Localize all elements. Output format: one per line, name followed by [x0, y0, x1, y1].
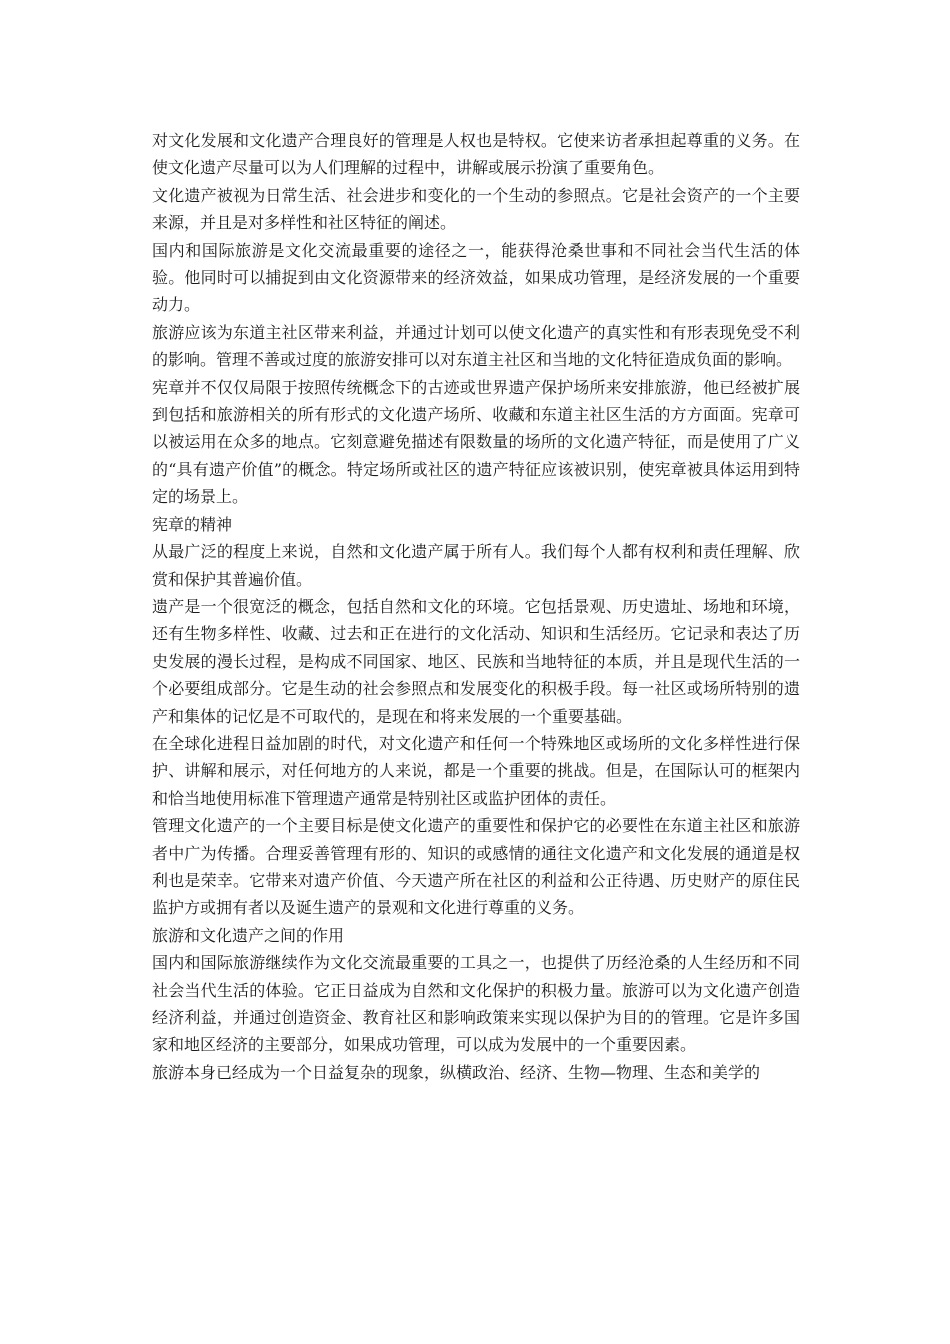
section-heading-spirit: 宪章的精神: [152, 514, 233, 534]
paragraph-3: 国内和国际旅游是文化交流最重要的途径之一，能获得沧桑世事和不同社会当代生活的体验。他同时可以捕捉到由文化资源带来的经济效益，如果成功管理，是经济发展的一个重要动力。: [152, 240, 800, 315]
paragraph-11: 旅游本身已经成为一个日益复杂的现象，纵横政治、经济、生物—物理、生态和美学的: [152, 1062, 761, 1082]
paragraph-5: 宪章并不仅仅局限于按照传统概念下的古迹或世界遗产保护场所来安排旅游，他已经被扩展到包括和旅游相关的所有形式的文化遗产场所、收藏和东道主社区生活的方方面面。宪章可以被运用在众多的地点。它刻意避免描述有限数量的场所的文化遗产特征，而是使用了广义的“具有遗产价值”的概念。特定场所或社区的遗产特征应该被识别，使宪章被具体运用到特定的场景上。: [152, 377, 800, 507]
paragraph-4: 旅游应该为东道主社区带来利益，并通过计划可以使文化遗产的真实性和有形表现免受不利的影响。管理不善或过度的旅游安排可以对东道主社区和当地的文化特征造成负面的影响。: [152, 322, 800, 370]
paragraph-6: 从最广泛的程度上来说，自然和文化遗产属于所有人。我们每个人都有权利和责任理解、欣赏和保护其普遍价值。: [152, 542, 800, 589]
section-heading-interaction: 旅游和文化遗产之间的作用: [152, 925, 345, 945]
paragraph-10: 国内和国际旅游继续作为文化交流最重要的工具之一，也提供了历经沧桑的人生经历和不同社会当代生活的体验。它正日益成为自然和文化保护的积极力量。旅游可以为文化遗产创造经济利益，并通过创造资金、教育社区和影响政策来实现以保护为目的的管理。它是许多国家和地区经济的主要部分，如果成功管理，可以成为发展中的一个重要因素。: [152, 953, 800, 1055]
paragraph-8: 在全球化进程日益加剧的时代，对文化遗产和任何一个特殊地区或场所的文化多样性进行保护、讲解和展示，对任何地方的人来说，都是一个重要的挑战。但是，在国际认可的框架内和恰当地使用标准下管理遗产通常是特别社区或监护团体的责任。: [152, 733, 800, 808]
paragraph-9: 管理文化遗产的一个主要目标是使文化遗产的重要性和保护它的必要性在东道主社区和旅游者中广为传播。合理妥善管理有形的、知识的或感情的通往文化遗产和文化发展的通道是权利也是荣幸。它带来对遗产价值、今天遗产所在社区的利益和公正待遇、历史财产的原住民监护方或拥有者以及诞生遗产的景观和文化进行尊重的义务。: [152, 816, 800, 918]
paragraph-2: 文化遗产被视为日常生活、社会进步和变化的一个生动的参照点。它是社会资产的一个主要来源，并且是对多样性和社区特征的阐述。: [152, 185, 800, 233]
document-body: [152, 127, 800, 1086]
paragraph-7: 遗产是一个很宽泛的概念，包括自然和文化的环境。它包括景观、历史遗址、场地和环境，还有生物多样性、收藏、过去和正在进行的文化活动、知识和生活经历。它记录和表达了历史发展的漫长过程，是构成不同国家、地区、民族和当地特征的本质，并且是现代生活的一个必要组成部分。它是生动的社会参照点和发展变化的积极手段。每一社区或场所特别的遗产和集体的记忆是不可取代的，是现在和将来发展的一个重要基础。: [152, 596, 800, 726]
paragraph-1: 对文化发展和文化遗产合理良好的管理是人权也是特权。它使来访者承担起尊重的义务。在使文化遗产尽量可以为人们理解的过程中，讲解或展示扮演了重要角色。: [152, 131, 800, 178]
